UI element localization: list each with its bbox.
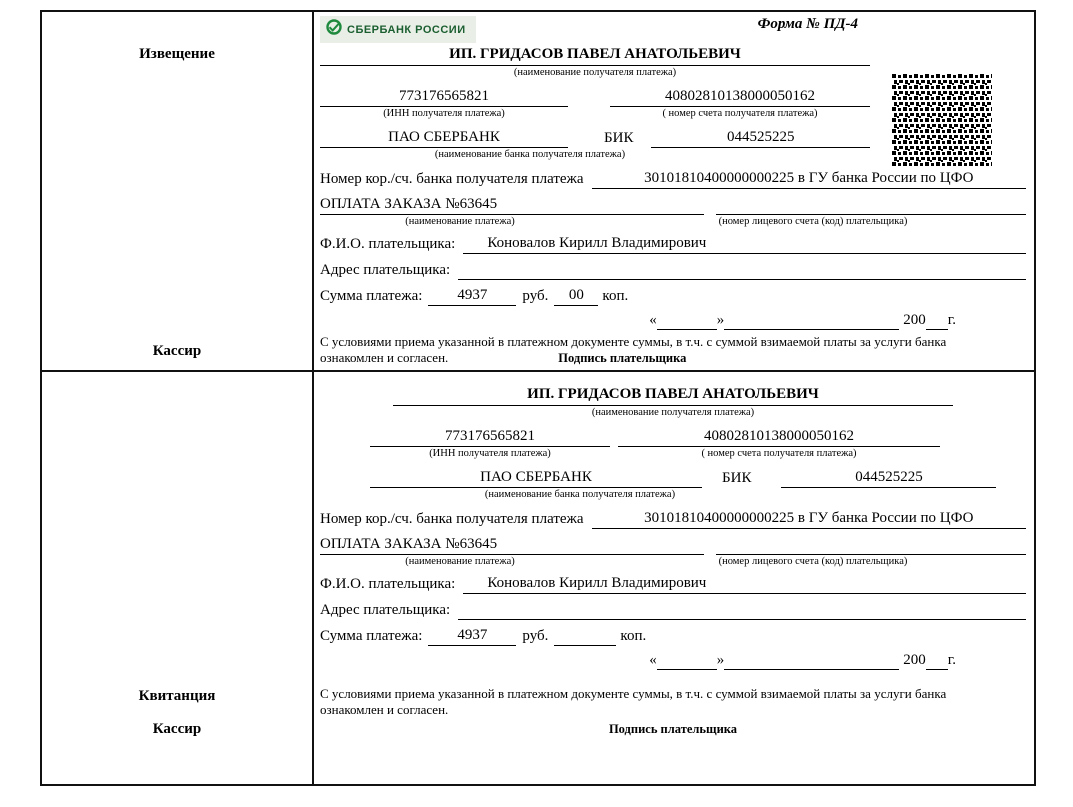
qr-code	[892, 74, 992, 166]
recipient-name: ИП. ГРИДАСОВ ПАВЕЛ АНАТОЛЬЕВИЧ	[393, 384, 953, 406]
cashier-label: Кассир	[152, 343, 202, 359]
sum-label: Сумма платежа:	[320, 628, 423, 644]
recipient-block	[320, 44, 870, 161]
payment-purpose: ОПЛАТА ЗАКАЗА №63645	[320, 534, 704, 555]
receipt-panel	[42, 372, 314, 784]
month-blank	[724, 669, 899, 670]
bank-name: ПАО СБЕРБАНК	[320, 127, 568, 148]
year-prefix: 200	[903, 312, 926, 328]
quote-open: «	[649, 652, 657, 668]
corr-label: Номер кор./сч. банка получателя платежа	[320, 511, 584, 527]
inn-caption: (ИНН получателя платежа)	[429, 448, 551, 459]
rub-label: руб.	[522, 288, 549, 304]
sum-value: 4937	[428, 285, 516, 306]
day-blank	[657, 669, 717, 670]
receipt-form-cell	[314, 372, 1034, 784]
account-caption: ( номер счета получателя платежа)	[701, 448, 857, 459]
agreement-text	[320, 334, 1026, 366]
agreement-line1: С условиями приема указанной в платежном документе суммы, в т.ч. с суммой взимаемой платы за услуги банка	[320, 686, 947, 701]
day-blank	[657, 329, 717, 330]
purpose-caption: (наименование платежа)	[405, 216, 515, 227]
recipient-caption: (наименование получателя платежа)	[513, 67, 677, 78]
bank-caption: (наименование банка получателя платежа)	[484, 489, 676, 500]
payer-code-caption: (номер лицевого счета (код) плательщика)	[718, 556, 908, 567]
year-suffix: г.	[947, 652, 956, 668]
kop-label: коп.	[620, 628, 647, 644]
sum-value: 4937	[428, 625, 516, 646]
sum-label: Сумма платежа:	[320, 288, 423, 304]
notice-form	[314, 12, 1034, 370]
address-value	[458, 279, 1026, 280]
receipt-label: Квитанция	[138, 688, 216, 704]
bank-caption: (наименование банка получателя платежа)	[434, 149, 626, 160]
notice-panel	[42, 12, 314, 372]
agreement-text	[320, 686, 1026, 718]
agreement-line2: ознакомлен и согласен.	[320, 350, 449, 365]
notice-form-cell	[314, 12, 1034, 372]
bik-value: 044525225	[651, 127, 870, 148]
purpose-caption: (наименование платежа)	[405, 556, 515, 567]
bik-label: БИК	[604, 130, 634, 146]
sberbank-logo-icon	[326, 19, 342, 40]
receipt-form	[314, 372, 1034, 784]
month-blank	[724, 329, 899, 330]
cashier-label-2: Кассир	[152, 721, 202, 737]
year-blank	[926, 669, 948, 670]
agreement-line2: ознакомлен и согласен.	[320, 702, 449, 717]
corr-value: 30101810400000000225 в ГУ банка России по ЦФО	[592, 168, 1026, 189]
sberbank-logo	[320, 16, 476, 43]
year-blank	[926, 329, 948, 330]
bik-label: БИК	[722, 470, 752, 486]
kop-value: 00	[554, 285, 598, 306]
account-value: 40802810138000050162	[610, 86, 870, 107]
inn-caption: (ИНН получателя платежа)	[383, 108, 505, 119]
bik-value: 044525225	[781, 467, 996, 488]
account-caption: ( номер счета получателя платежа)	[662, 108, 818, 119]
year-suffix: г.	[947, 312, 956, 328]
payment-form-pd4	[40, 10, 1036, 786]
year-prefix: 200	[903, 652, 926, 668]
form-header	[320, 16, 1026, 42]
payer-code-caption: (номер лицевого счета (код) плательщика)	[718, 216, 908, 227]
signature-label: Подпись плательщика	[608, 722, 738, 736]
bank-name: ПАО СБЕРБАНК	[370, 467, 702, 488]
kop-label: коп.	[602, 288, 629, 304]
inn-value: 773176565821	[370, 426, 610, 447]
sberbank-logo-text: СБЕРБАНК РОССИИ	[347, 23, 466, 36]
payer-value: Коновалов Кирилл Владимирович	[463, 573, 1026, 594]
address-label: Адрес плательщика:	[320, 602, 451, 618]
recipient-caption: (наименование получателя платежа)	[591, 407, 755, 418]
address-label: Адрес плательщика:	[320, 262, 451, 278]
kop-value-empty	[554, 645, 616, 646]
date-line	[320, 308, 1026, 330]
payer-label: Ф.И.О. плательщика:	[320, 576, 456, 592]
payment-purpose: ОПЛАТА ЗАКАЗА №63645	[320, 194, 704, 215]
corr-label: Номер кор./сч. банка получателя платежа	[320, 171, 584, 187]
recipient-name: ИП. ГРИДАСОВ ПАВЕЛ АНАТОЛЬЕВИЧ	[320, 44, 870, 66]
account-value: 40802810138000050162	[618, 426, 940, 447]
notice-label: Извещение	[139, 46, 215, 62]
corr-value: 30101810400000000225 в ГУ банка России по ЦФО	[592, 508, 1026, 529]
quote-close: »	[716, 652, 725, 668]
inn-value: 773176565821	[320, 86, 568, 107]
date-line	[320, 648, 1026, 670]
form-number-label: Форма № ПД-4	[757, 16, 858, 32]
payer-label: Ф.И.О. плательщика:	[320, 236, 456, 252]
quote-open: «	[649, 312, 657, 328]
signature-label: Подпись плательщика	[558, 351, 687, 365]
agreement-line1: С условиями приема указанной в платежном документе суммы, в т.ч. с суммой взимаемой платы за услуги банка	[320, 334, 947, 349]
address-value	[458, 619, 1026, 620]
payer-value: Коновалов Кирилл Владимирович	[463, 233, 1026, 254]
rub-label: руб.	[522, 628, 549, 644]
quote-close: »	[716, 312, 725, 328]
